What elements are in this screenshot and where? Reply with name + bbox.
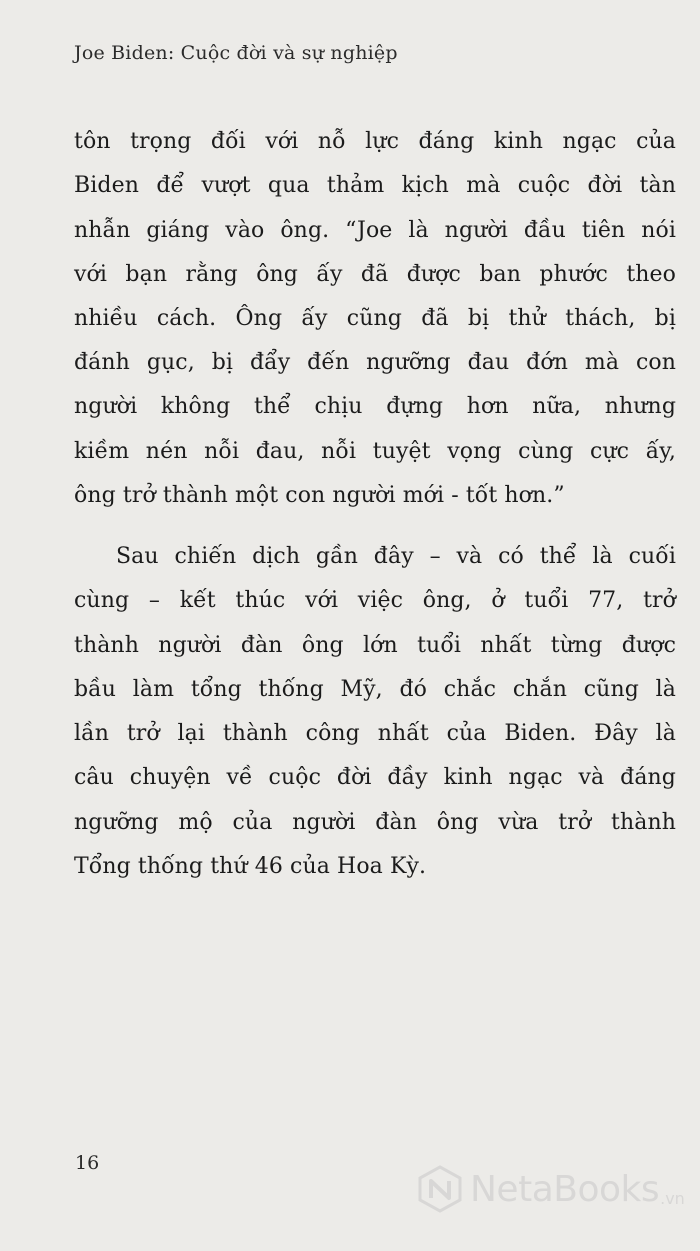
page-number: 16: [75, 1152, 100, 1174]
text-line: thành người đàn ông lớn tuổi nhất từng được: [74, 633, 676, 658]
netabooks-logo-icon: [416, 1165, 464, 1213]
text-line: kiềm nén nỗi đau, nỗi tuyệt vọng cùng cực ấy,: [74, 439, 676, 464]
text-line: với bạn rằng ông ấy đã được ban phước theo: [74, 262, 676, 287]
watermark-suffix: .vn: [660, 1189, 685, 1208]
text-line: nhiều cách. Ông ấy cũng đã bị thử thách, bị: [74, 306, 676, 331]
text-line: ngưỡng mộ của người đàn ông vừa trở thành: [74, 810, 676, 835]
text-line: bầu làm tổng thống Mỹ, đó chắc chắn cũng là: [74, 677, 676, 702]
text-line: Tổng thống thứ 46 của Hoa Kỳ.: [74, 854, 427, 879]
watermark-brand: NetaBooks: [470, 1168, 660, 1210]
text-line: tôn trọng đối với nỗ lực đáng kinh ngạc của: [74, 129, 676, 154]
text-line: người không thể chịu đựng hơn nữa, nhưng: [74, 394, 676, 419]
text-line: lần trở lại thành công nhất của Biden. Đây là: [74, 721, 676, 746]
text-line: đánh gục, bị đẩy đến ngưỡng đau đớn mà con: [74, 350, 676, 375]
text-line: Biden để vượt qua thảm kịch mà cuộc đời tàn: [74, 173, 676, 198]
text-line: cùng – kết thúc với việc ông, ở tuổi 77, trở: [74, 588, 676, 613]
text-line: câu chuyện về cuộc đời đầy kinh ngạc và đáng: [74, 765, 676, 790]
watermark: [416, 1162, 685, 1216]
text-line: Sau chiến dịch gần đây – và có thể là cuối: [116, 544, 676, 569]
text-line: ông trở thành một con người mới - tốt hơn.”: [74, 483, 565, 508]
text-line: nhẫn giáng vào ông. “Joe là người đầu tiên nói: [74, 218, 676, 243]
running-head: Joe Biden: Cuộc đời và sự nghiệp: [74, 42, 398, 64]
